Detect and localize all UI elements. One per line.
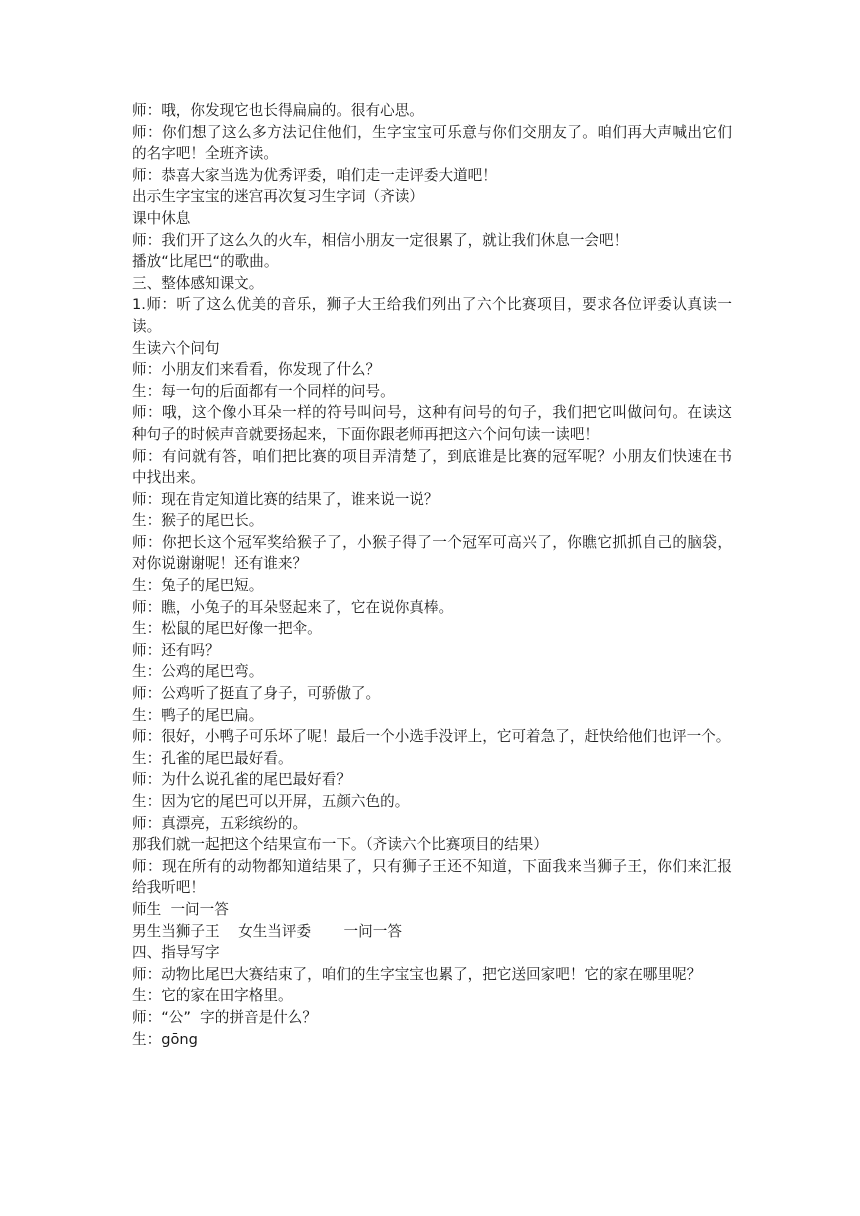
text-line: 师：我们开了这么久的火车，相信小朋友一定很累了，就让我们休息一会吧！ [132,231,629,249]
text-line: 出示生字宝宝的迷宫再次复习生字词（齐读） [132,188,424,206]
text-line: 播放“比尾巴“的歌曲。 [132,253,279,271]
text-line: 对你说谢谢呢！还有谁来？ [132,555,308,573]
text-line: 师：有问就有答，咱们把比赛的项目弄清楚了，到底谁是比赛的冠军呢？小朋友们快速在书 [132,447,732,465]
text-line: 种句子的时候声音就要扬起来，下面你跟老师再把这六个问句读一读吧！ [132,425,600,443]
text-line: 师：小朋友们来看看，你发现了什么？ [132,361,381,379]
text-line: 师：真漂亮，五彩缤纷的。 [132,814,308,832]
text-line: 师：你把长这个冠军奖给猴子了，小猴子得了一个冠军可高兴了，你瞧它抓抓自己的脑袋， [132,533,732,551]
text-line: 生：公鸡的尾巴弯。 [132,663,264,681]
text-line: 生：每一句的后面都有一个同样的问号。 [132,382,395,400]
text-line: 师：动物比尾巴大赛结束了，咱们的生字宝宝也累了，把它送回家吧！它的家在哪里呢？ [132,965,702,983]
text-line: 师：哦，你发现它也长得扁扁的。很有心思。 [132,102,424,119]
text-line: 男生当狮子王 女生当评委 一问一答 [132,922,402,940]
text-line: 师：很好，小鸭子可乐坏了呢！最后一个小选手没评上，它可着急了，赶快给他们也评一个。 [132,728,731,746]
text-line: 师：恭喜大家当选为优秀评委，咱们走一走评委大道吧！ [132,166,497,184]
text-line: 1.师：听了这么优美的音乐，狮子大王给我们列出了六个比赛项目，要求各位评委认真读一 [132,296,732,314]
text-line: 生：兔子的尾巴短。 [132,577,264,595]
text-line: 师：“公” 字的拼音是什么？ [132,1008,317,1026]
text-line: 的名字吧！全班齐读。 [132,145,278,163]
text-line: 生：猴子的尾巴长。 [132,512,264,530]
section-heading: 三、整体感知课文。 [132,274,264,292]
text-line: 师：现在肯定知道比赛的结果了，谁来说一说？ [132,490,439,508]
text-line: 生：因为它的尾巴可以开屏，五颜六色的。 [132,793,410,810]
text-line: 师：瞧，小兔子的耳朵竖起来了，它在说你真棒。 [132,598,454,616]
text-line: 师：现在所有的动物都知道结果了，只有狮子王还不知道，下面我来当狮子王，你们来汇报 [132,857,732,875]
text-line: 生：松鼠的尾巴好像一把伞。 [132,620,322,638]
text-line: 中找出来。 [132,469,205,487]
text-line: 生：鸭子的尾巴扁。 [132,706,264,724]
document-page [132,100,732,1050]
text-line: 师：还有吗？ [132,641,220,659]
section-heading: 课中休息 [132,209,191,227]
text-line: 师：为什么说孔雀的尾巴最好看？ [132,771,351,789]
text-line: 读。 [132,317,162,335]
text-line: 生读六个问句 [132,339,220,357]
text-line: 生：孔雀的尾巴最好看。 [132,749,293,767]
section-heading: 四、指导写字 [132,944,220,962]
text-line: 师：哦，这个像小耳朵一样的符号叫问号，这种有问号的句子，我们把它叫做问句。在读这 [132,404,732,422]
text-line: 给我听吧！ [132,879,205,897]
text-line: 那我们就一起把这个结果宣布一下。（齐读六个比赛项目的结果） [132,836,548,854]
text-line: 师：公鸡听了挺直了身子，可骄傲了。 [132,685,381,703]
text-line: 师生 一问一答 [132,900,229,918]
text-line: 生：gōng [132,1030,198,1048]
text-line: 生：它的家在田字格里。 [132,987,293,1005]
text-line: 师：你们想了这么多方法记住他们，生字宝宝可乐意与你们交朋友了。咱们再大声喊出它们 [132,123,732,141]
